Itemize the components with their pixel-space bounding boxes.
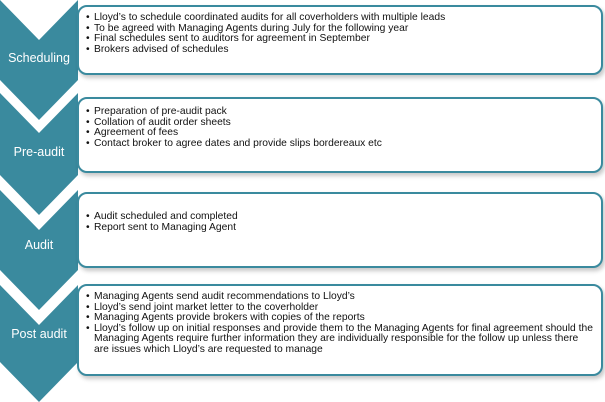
stage-label-pre-audit: Pre-audit <box>13 145 65 159</box>
bullet-item: • Managing Agents provide brokers with copies of the reports <box>86 313 595 324</box>
bullet-item: • Agreement of fees <box>86 128 595 139</box>
stage-label-scheduling: Scheduling <box>8 51 70 65</box>
stage-box-audit <box>77 192 603 268</box>
bullet-item: • Lloyd’s to schedule coordinated audits for all coverholders with multiple leads <box>86 13 595 24</box>
bullet-item: • Managing Agents send audit recommendations to Lloyd’s <box>86 292 595 303</box>
bullet-item: • Final schedules sent to auditors for agreement in September <box>86 34 595 45</box>
bullet-list <box>86 212 595 233</box>
bullet-list <box>86 292 595 356</box>
bullet-item: • Contact broker to agree dates and provide slips bordereaux etc <box>86 139 595 150</box>
bullet-item: • Brokers advised of schedules <box>86 45 595 56</box>
stage-label-audit: Audit <box>24 238 54 252</box>
bullet-item: • To be agreed with Managing Agents during July for the following year <box>86 24 595 35</box>
bullet-item: • Preparation of pre-audit pack <box>86 107 595 118</box>
bullet-item: • Audit scheduled and completed <box>86 212 595 223</box>
stage-label-post-audit: Post audit <box>11 327 67 341</box>
bullet-item: • Report sent to Managing Agent <box>86 223 595 234</box>
stage-box-scheduling <box>77 5 603 75</box>
bullet-list <box>86 107 595 149</box>
bullet-item: • Lloyd’s send joint market letter to the coverholder <box>86 303 595 314</box>
bullet-item: • Collation of audit order sheets <box>86 118 595 129</box>
bullet-item: • Lloyd’s follow up on initial responses and provide them to the Managing Agents for final agreement should the Managing Agents require further information they are individually responsible for the follow up unless there are issues which Lloyd’s are requested to manage <box>86 324 595 356</box>
stage-box-post-audit <box>77 284 603 376</box>
bullet-list <box>86 13 595 55</box>
stage-box-pre-audit <box>77 97 603 173</box>
